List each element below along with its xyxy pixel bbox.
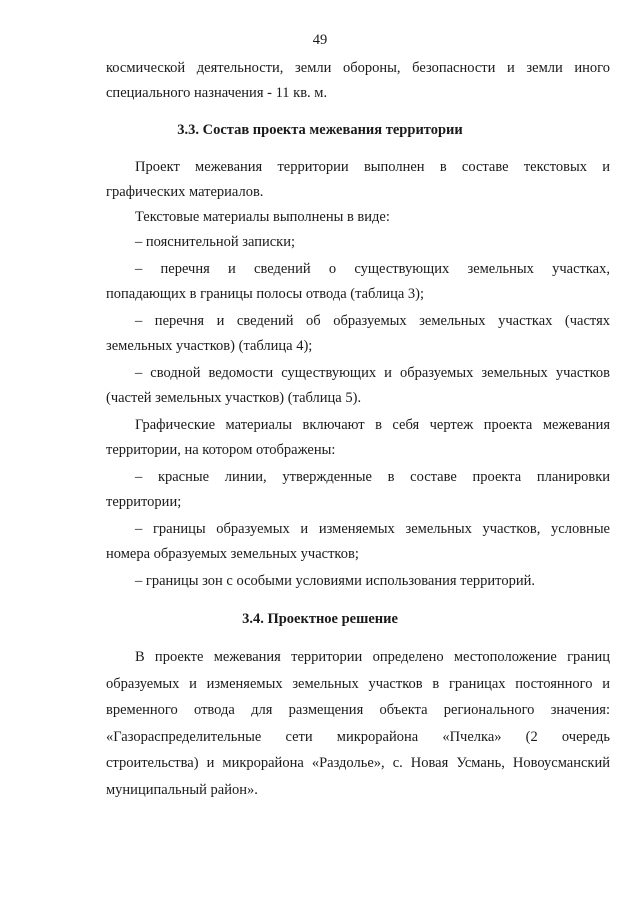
body-line: Проект межевания территории выполнен в составе текстовых и: [135, 159, 610, 175]
section-heading-3-3: 3.3. Состав проекта межевания территории: [177, 122, 463, 138]
list-item: – границы зон с особыми условиями использования территорий.: [135, 573, 535, 589]
list-item: – красные линии, утвержденные в составе проекта планировки: [135, 469, 610, 485]
page-number: 49: [312, 32, 328, 48]
body-line: строительства) и микрорайона «Раздолье», с. Новая Усмань, Новоусманский: [106, 755, 610, 771]
body-line: территории, на котором отображены:: [106, 442, 336, 458]
body-line: Графические материалы включают в себя чертеж проекта межевания: [135, 417, 610, 433]
body-line: космической деятельности, земли обороны, безопасности и земли иного: [106, 60, 610, 76]
body-line: Текстовые материалы выполнены в виде:: [135, 209, 390, 225]
body-line: «Газораспределительные сети микрорайона «Пчелка» (2 очередь: [106, 729, 610, 745]
body-line: номера образуемых земельных участков;: [106, 546, 359, 562]
body-line: образуемых и изменяемых земельных участков в границах постоянного и: [106, 676, 610, 692]
section-heading-3-4: 3.4. Проектное решение: [242, 611, 398, 627]
list-item: – сводной ведомости существующих и образуемых земельных участков: [135, 365, 610, 381]
body-line: специального назначения - 11 кв. м.: [106, 85, 328, 101]
body-line: муниципальный район».: [106, 782, 258, 798]
body-line: попадающих в границы полосы отвода (таблица 3);: [106, 286, 425, 302]
body-line: графических материалов.: [106, 184, 264, 200]
list-item: – границы образуемых и изменяемых земельных участков, условные: [135, 521, 610, 537]
body-line: (частей земельных участков) (таблица 5).: [106, 390, 362, 406]
list-item: – пояснительной записки;: [135, 234, 296, 250]
list-item: – перечня и сведений об образуемых земельных участках (частях: [135, 313, 610, 329]
body-line: территории;: [106, 494, 182, 510]
body-line: В проекте межевания территории определено местоположение границ: [135, 649, 610, 665]
list-item: – перечня и сведений о существующих земельных участках,: [135, 261, 610, 277]
body-line: земельных участков) (таблица 4);: [106, 338, 313, 354]
body-line: временного отвода для размещения объекта регионального значения:: [106, 702, 610, 718]
